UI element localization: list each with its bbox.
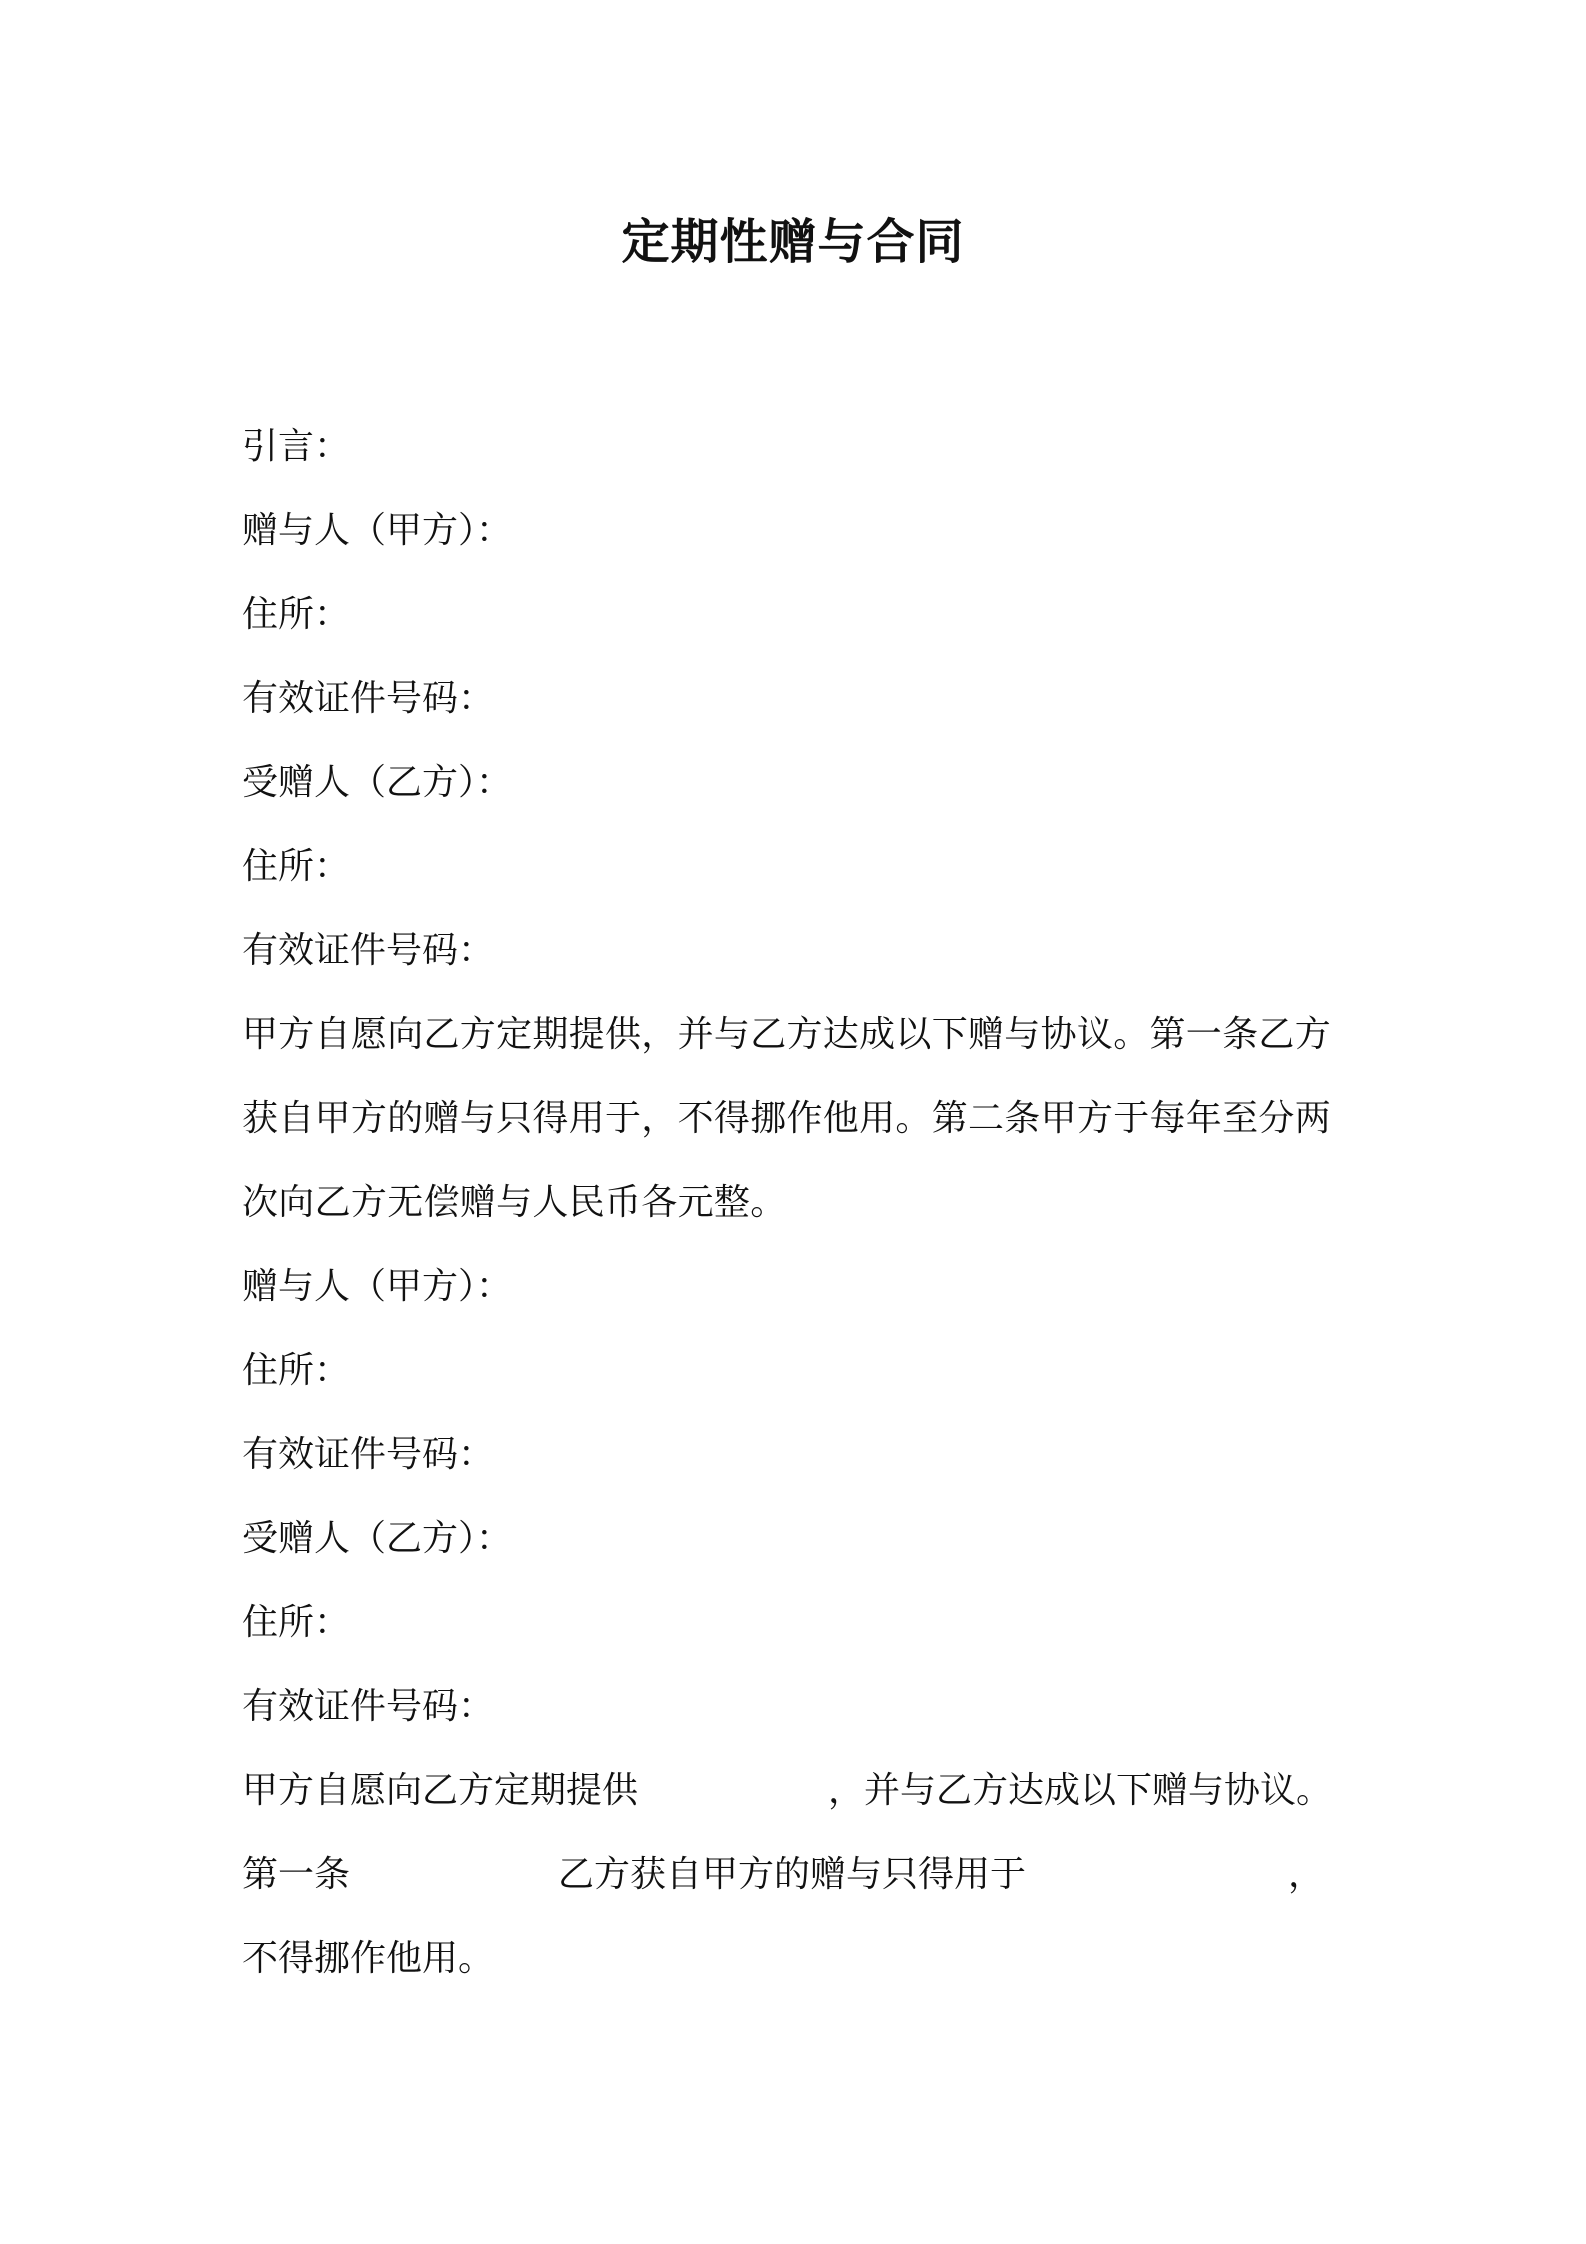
- donor-id-label: 有效证件号码：: [242, 678, 495, 719]
- donor-address-label: 住所：: [242, 594, 351, 635]
- donor-id-label: 有效证件号码：: [242, 1434, 495, 1475]
- article1-line: [242, 1833, 1352, 1917]
- intro-label: 引言：: [242, 426, 351, 467]
- donee-label: 受赠人（乙方）：: [242, 1518, 513, 1559]
- document-title: 定期性赠与合同: [621, 214, 965, 270]
- agreement-paragraph: 甲方自愿向乙方定期提供，并与乙方达成以下赠与协议。第一条乙方获自甲方的赠与只得用于，不得挪作他用。第二条甲方于每年至分两次向乙方无偿赠与人民币各元整。: [242, 1014, 1332, 1223]
- donee-id-label: 有效证件号码：: [242, 930, 495, 971]
- donor-label: 赠与人（甲方）：: [242, 1266, 513, 1307]
- article1-text: 乙方获自甲方的赠与只得用于: [558, 1854, 1027, 1895]
- donee-id-label: 有效证件号码：: [242, 1686, 495, 1727]
- agreement-text-part2: ，并与乙方达成以下赠与协议。: [828, 1770, 1333, 1811]
- donor-label: 赠与人（甲方）：: [242, 510, 513, 551]
- agreement-text-part1: 甲方自愿向乙方定期提供: [242, 1770, 639, 1811]
- article1-end-line: 不得挪作他用。: [242, 1938, 495, 1979]
- donee-address-label: 住所：: [242, 846, 351, 887]
- article1-label: 第一条: [242, 1854, 351, 1895]
- agreement-line: [242, 1749, 1352, 1833]
- article1-comma: ，: [1288, 1854, 1325, 1895]
- donee-label: 受赠人（乙方）：: [242, 762, 513, 803]
- document-body: [242, 405, 1352, 2001]
- donor-address-label: 住所：: [242, 1350, 351, 1391]
- donee-address-label: 住所：: [242, 1602, 351, 1643]
